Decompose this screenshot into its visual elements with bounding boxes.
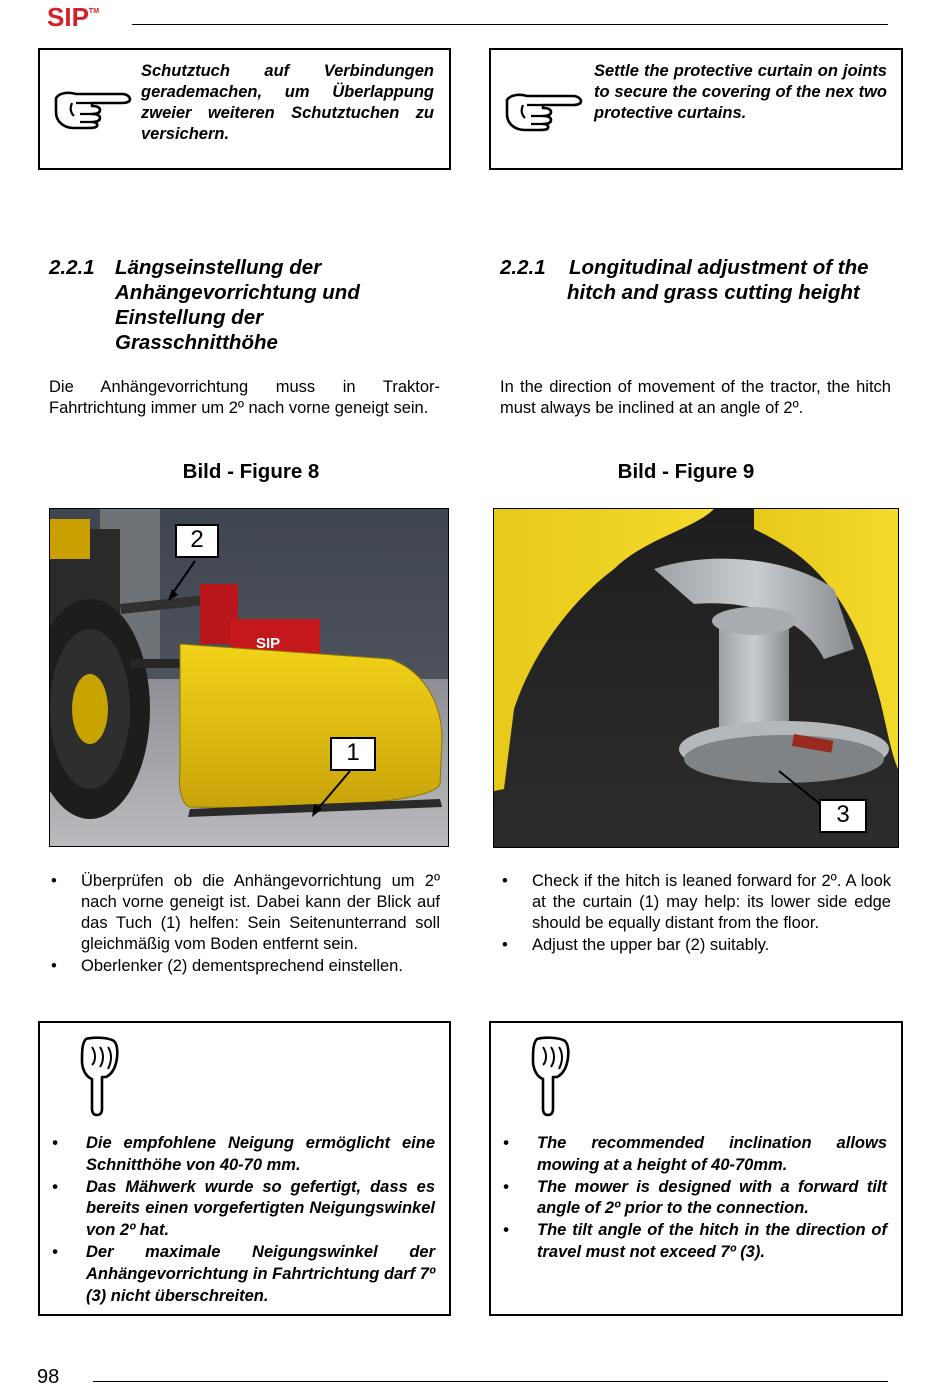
list-item: • Der maximale Neigungswinkel der Anhängevorrichtung in Fahrtrichtung darf 7º (3) nicht überschreiten. xyxy=(50,1242,435,1307)
figure-9-photo xyxy=(493,508,899,848)
logo-text: SIP xyxy=(47,2,89,32)
logo-trademark: TM xyxy=(88,8,100,15)
figure-caption-8: Bild - Figure 8 xyxy=(182,460,320,483)
heading-de-line-1: 2.2.1 Längseinstellung der xyxy=(49,256,322,279)
section-number-en: 2.2.1 xyxy=(500,256,546,279)
callout-3: 3 xyxy=(819,799,867,833)
note-box-top-right xyxy=(489,48,903,170)
section-heading-en xyxy=(500,255,910,305)
instructions-list-de xyxy=(49,871,440,977)
list-item: • Check if the hitch is leaned forward for 2º. A look at the curtain (1) may help: its lower side edge should be equally distant from the floor. xyxy=(500,871,891,934)
heading-de-line-4: Grasschnitthöhe xyxy=(115,331,278,354)
list-item: • Die empfohlene Neigung ermöglicht eine Schnitthöhe von 40-70 mm. xyxy=(50,1133,435,1177)
note-list-bottom-right xyxy=(501,1133,887,1264)
heading-de-line-3: Einstellung der xyxy=(115,306,264,329)
note-box-top-left xyxy=(38,48,451,170)
heading-de-line-2: Anhängevorrichtung und xyxy=(115,281,360,304)
mower-drum-illustration xyxy=(494,509,898,847)
header-rule xyxy=(132,24,888,25)
note-box-bottom-left xyxy=(38,1021,451,1316)
note-box-bottom-right xyxy=(489,1021,903,1316)
pointing-hand-down-icon xyxy=(529,1035,571,1122)
sip-decal: SIP xyxy=(256,635,281,652)
note-list-bottom-left xyxy=(50,1133,435,1307)
heading-en-line-1: 2.2.1 Longitudinal adjustment of the xyxy=(500,256,869,279)
callout-2: 2 xyxy=(175,524,219,558)
body-text-en: In the direction of movement of the tractor, the hitch must always be inclined at an angle of 2º. xyxy=(500,378,891,417)
figure-caption-9: Bild - Figure 9 xyxy=(617,460,755,483)
pointing-hand-right-icon xyxy=(503,88,583,137)
sip-logo xyxy=(47,2,99,33)
section-number-de: 2.2.1 xyxy=(49,256,95,279)
callout-1: 1 xyxy=(330,737,376,771)
list-item: • Überprüfen ob die Anhängevorrichtung um 2º nach vorne geneigt ist. Dabei kann der Blick auf das Tuch (1) helfen: Sein Seitenunterrand soll gleichmäßig vom Boden entfernt sein. xyxy=(49,871,440,955)
list-item: • The recommended inclination allows mowing at a height of 40-70mm. xyxy=(501,1133,887,1177)
list-item: • The tilt angle of the hitch in the direction of travel must not exceed 7º (3). xyxy=(501,1220,887,1264)
instructions-list-en xyxy=(500,871,891,956)
pointing-hand-down-icon xyxy=(78,1035,120,1122)
list-item: • Oberlenker (2) dementsprechend einstellen. xyxy=(49,956,440,977)
heading-en-line-2: hitch and grass cutting height xyxy=(567,281,860,304)
note-text-top-right: Settle the protective curtain on joints to secure the covering of the nex two protective curtains. xyxy=(594,62,887,122)
figure-8-photo xyxy=(49,508,449,847)
mower-side-view-illustration xyxy=(50,509,448,846)
page-number: 98 xyxy=(37,1366,60,1388)
list-item: • Das Mähwerk wurde so gefertigt, dass es bereits einen vorgefertigten Neigungswinkel von 2º hat. xyxy=(50,1177,435,1242)
note-text-top-left: Schutztuch auf Verbindungen gerademachen, um Überlappung zweier weiteren Schutztuchen zu versichern. xyxy=(141,62,434,143)
list-item: • Adjust the upper bar (2) suitably. xyxy=(500,935,891,956)
list-item: • The mower is designed with a forward tilt angle of 2º prior to the connection. xyxy=(501,1177,887,1221)
body-text-de: Die Anhängevorrichtung muss in Traktor-Fahrtrichtung immer um 2º nach vorne geneigt sein. xyxy=(49,378,440,417)
pointing-hand-right-icon xyxy=(52,86,132,135)
footer-rule xyxy=(93,1381,888,1382)
section-heading-de xyxy=(49,255,449,355)
